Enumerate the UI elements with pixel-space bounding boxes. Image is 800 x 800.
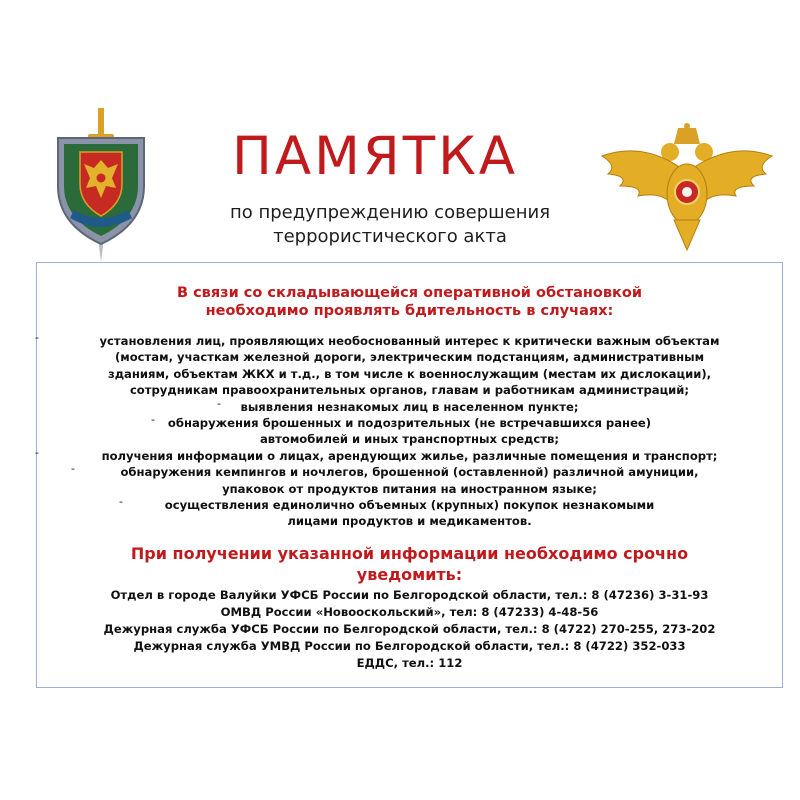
page-title: ПАМЯТКА — [232, 126, 518, 187]
list-item-line: (мостам, участкам железной дороги, электрическим подстанциям, административным — [114, 350, 705, 365]
report-heading-line-1: При получении указанной информации необходимо срочно — [130, 544, 689, 563]
contact-line: Отдел в городе Валуйки УФСБ России по Белгородской области, тел.: 8 (47236) 3-31-93 — [110, 588, 709, 602]
list-dash: - — [35, 331, 39, 344]
list-item-line: получения информации о лицах, арендующих жилье, различные помещения и транспорт; — [101, 448, 718, 463]
vigilance-heading — [37, 284, 782, 320]
subtitle-line-2: террористического акта — [273, 226, 507, 247]
list-item-line: установления лиц, проявляющих необоснованный интерес к критически важным объектам — [99, 334, 720, 348]
contact-line: ЕДДС, тел.: 112 — [356, 656, 463, 670]
notice-box — [36, 262, 783, 688]
mvd-double-headed-eagle-icon — [600, 122, 774, 252]
list-dash: - — [35, 445, 39, 459]
list-item-line: автомобилей и иных транспортных средств; — [259, 432, 559, 447]
header — [0, 0, 800, 262]
contact-line: ОМВД России «Новооскольский», тел: 8 (47233) 4-48-56 — [220, 605, 599, 619]
page-subtitle — [160, 201, 620, 249]
list-item-line: обнаружения брошенных и подозрительных (не встречавшихся ранее) — [167, 416, 652, 431]
list-item-line: лицами продуктов и медикаментов. — [287, 514, 532, 529]
report-heading-line-2: уведомить: — [356, 565, 463, 584]
fsb-shield-emblem-icon — [52, 106, 150, 262]
list-item — [35, 331, 778, 399]
list-dash: - — [217, 396, 221, 410]
list-item-line: обнаружения кемпингов и ночлегов, брошенной (оставленной) различной амуниции, — [120, 465, 699, 480]
vigilance-heading-line-2: необходимо проявлять бдительность в случаях: — [205, 303, 614, 319]
contacts-list — [37, 587, 782, 672]
list-item — [41, 415, 778, 448]
list-item-line: сотрудникам правоохранительных органов, главам и работникам администраций; — [129, 383, 690, 398]
report-heading — [37, 543, 782, 585]
list-item — [35, 445, 778, 464]
subtitle-line-1: по предупреждению совершения — [229, 202, 551, 223]
list-dash: - — [71, 462, 75, 476]
list-item-line: выявления незнакомых лиц в населенном пункте; — [240, 399, 579, 414]
list-dash: - — [151, 413, 155, 427]
list-dash: - — [119, 495, 123, 509]
contact-line: Дежурная служба УФСБ России по Белгородской области, тел.: 8 (4722) 270-255, 273-202 — [103, 622, 716, 636]
contact-line: Дежурная служба УМВД России по Белгородской области, тел.: 8 (4722) 352-033 — [133, 639, 686, 653]
list-item — [41, 464, 778, 497]
list-item-line: упаковок от продуктов питания на иностранном языке; — [222, 481, 597, 496]
vigilance-list — [35, 331, 778, 530]
list-item — [41, 497, 778, 530]
list-item-line: осуществления единолично объемных (крупных) покупок незнакомыми — [164, 498, 655, 513]
list-item-line: зданиям, объектам ЖКХ и т.д., в том числе к военнослужащим (местам их дислокации), — [107, 366, 712, 381]
vigilance-heading-line-1: В связи со складывающейся оперативной обстановкой — [176, 285, 642, 301]
